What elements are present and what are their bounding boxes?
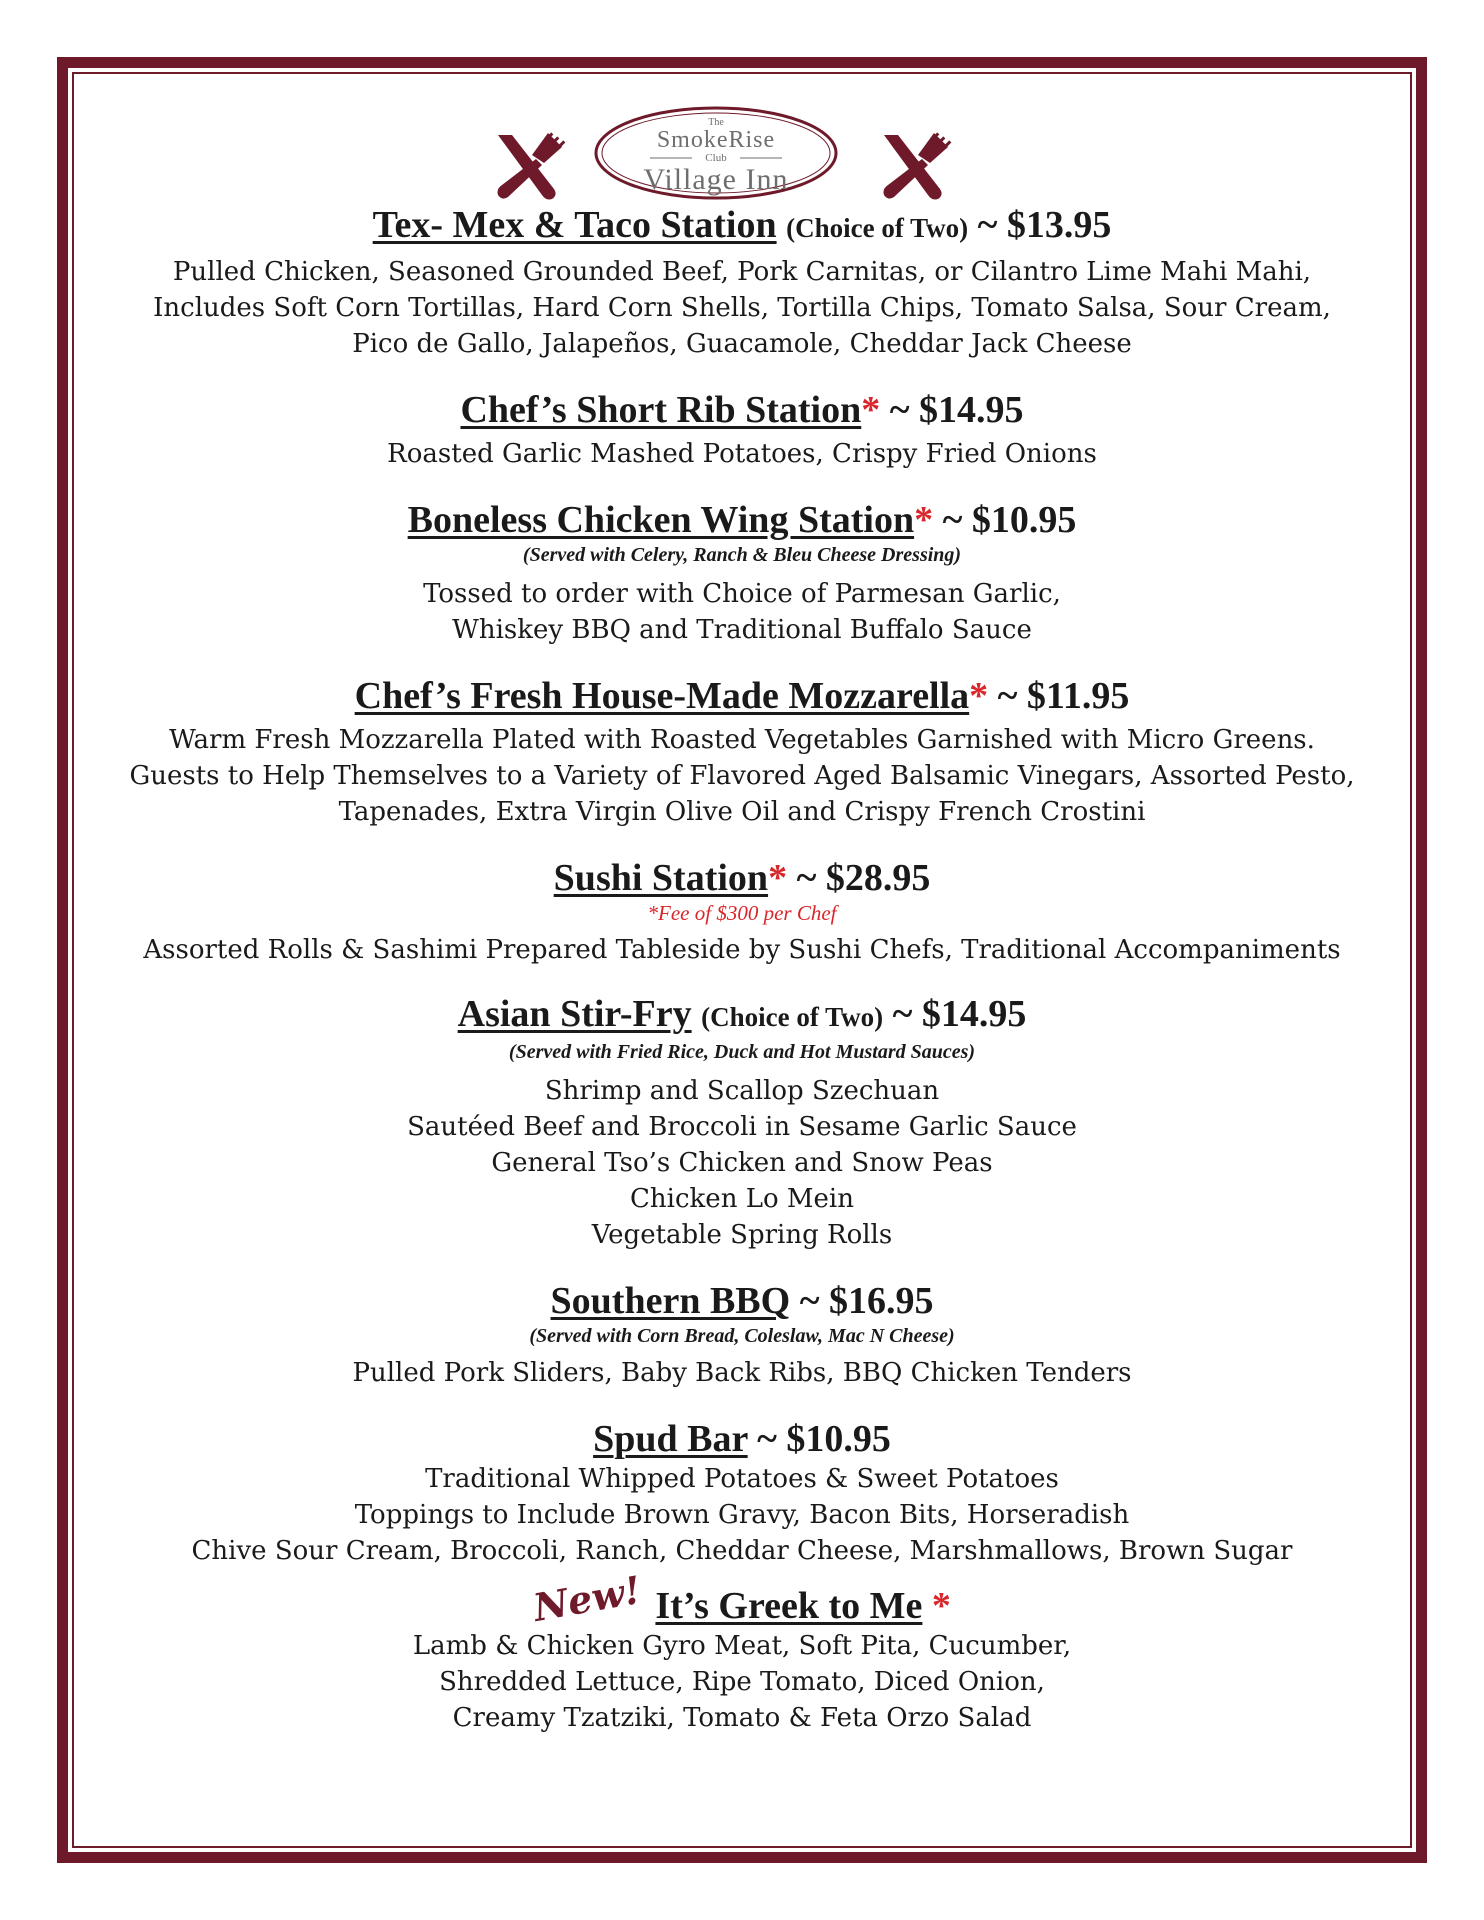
description-line: Pico de Gallo, Jalapeños, Guacamole, Cheddar Jack Cheese <box>352 329 1132 359</box>
section-description <box>80 254 1404 362</box>
section-price: ~ $14.95 <box>892 993 1027 1035</box>
section-title <box>80 388 1404 432</box>
section-name: Chef’s Fresh House-Made Mozzarella <box>354 675 970 717</box>
section-note: (Served with Fried Rice, Duck and Hot Mustard Sauces) <box>508 1041 976 1063</box>
section-choice: (Choice of Two) <box>786 213 969 243</box>
section-description <box>80 1628 1404 1736</box>
description-line: Chive Sour Cream, Broccoli, Ranch, Cheddar Cheese, Marshmallows, Brown Sugar <box>191 1536 1293 1566</box>
menu-section-mozzarella <box>80 674 1404 830</box>
section-name: It’s Greek to Me <box>655 1585 923 1627</box>
description-line: Toppings to Include Brown Gravy, Bacon Bits, Horseradish <box>354 1500 1130 1530</box>
menu-content <box>80 95 1404 1835</box>
logo-text-club: Club <box>705 152 727 164</box>
new-badge: New! <box>529 1566 645 1631</box>
description-line: Shrimp and Scallop Szechuan <box>544 1076 940 1106</box>
description-line: Guests to Help Themselves to a Variety of Flavored Aged Balsamic Vinegars, Assorted Pesto, <box>129 761 1355 791</box>
asterisk-marker: * <box>914 499 934 541</box>
description-line: Creamy Tzatziki, Tomato & Feta Orzo Salad <box>452 1703 1032 1733</box>
description-line: Chicken Lo Mein <box>630 1184 854 1214</box>
menu-section-spud-bar <box>80 1417 1404 1569</box>
description-line: General Tso’s Chicken and Snow Peas <box>491 1148 993 1178</box>
section-price: ~ $28.95 <box>796 857 931 899</box>
fork-knife-icon <box>492 129 566 203</box>
menu-section-chicken-wings <box>80 498 1404 648</box>
section-description <box>80 436 1404 472</box>
menu-section-sushi <box>80 856 1404 968</box>
section-note: (Served with Celery, Ranch & Bleu Cheese Dressing) <box>522 544 962 566</box>
description-line: Sautéed Beef and Broccoli in Sesame Garlic Sauce <box>407 1112 1077 1142</box>
menu-section-greek <box>80 1566 1404 1736</box>
fork-knife-icon <box>878 129 952 203</box>
section-price: ~ $10.95 <box>757 1418 891 1460</box>
description-line: Includes Soft Corn Tortillas, Hard Corn Shells, Tortilla Chips, Tomato Salsa, Sour Cream, <box>153 293 1331 323</box>
menu-section-tex-mex <box>80 203 1404 362</box>
description-line: Tossed to order with Choice of Parmesan Garlic, <box>423 579 1061 609</box>
description-line: Vegetable Spring Rolls <box>591 1220 893 1250</box>
description-line: Assorted Rolls & Sashimi Prepared Tableside by Sushi Chefs, Traditional Accompaniments <box>143 935 1341 965</box>
description-line: Tapenades, Extra Virgin Olive Oil and Crispy French Crostini <box>338 797 1146 827</box>
section-choice: (Choice of Two) <box>701 1002 884 1032</box>
section-title <box>80 674 1404 718</box>
asterisk-marker: * <box>768 857 788 899</box>
section-title <box>80 1279 1404 1323</box>
section-price: ~ $13.95 <box>977 204 1112 246</box>
section-title <box>80 992 1404 1039</box>
section-description <box>80 722 1404 830</box>
section-description <box>80 932 1404 968</box>
section-description <box>80 1073 1404 1253</box>
section-price: ~ $14.95 <box>889 389 1024 431</box>
section-name: Boneless Chicken Wing Station <box>407 499 915 541</box>
description-line: Lamb & Chicken Gyro Meat, Soft Pita, Cucumber, <box>412 1631 1072 1661</box>
section-note: (Served with Corn Bread, Coleslaw, Mac N Cheese) <box>529 1325 955 1347</box>
menu-section-asian-stir-fry <box>80 992 1404 1253</box>
description-line: Pulled Chicken, Seasoned Grounded Beef, Pork Carnitas, or Cilantro Lime Mahi Mahi, <box>172 257 1312 287</box>
description-line: Traditional Whipped Potatoes & Sweet Potatoes <box>425 1464 1059 1494</box>
section-fee-note: *Fee of $300 per Chef <box>647 901 837 925</box>
section-description <box>80 576 1404 648</box>
asterisk-marker: * <box>861 389 881 431</box>
section-price: ~ $10.95 <box>942 499 1077 541</box>
section-title <box>80 1566 1404 1631</box>
description-line: Whiskey BBQ and Traditional Buffalo Sauce <box>452 615 1032 645</box>
section-title <box>80 856 1404 900</box>
menu-section-short-rib <box>80 388 1404 472</box>
section-name: Sushi Station <box>553 857 769 899</box>
logo-text-smokerise: SmokeRise <box>656 127 776 153</box>
description-line: Pulled Pork Sliders, Baby Back Ribs, BBQ Chicken Tenders <box>352 1358 1132 1388</box>
section-title <box>80 1417 1404 1461</box>
section-price: ~ $16.95 <box>799 1280 934 1322</box>
section-price: ~ $11.95 <box>997 675 1130 717</box>
logo-text-the: The <box>708 117 724 128</box>
description-line: Warm Fresh Mozzarella Plated with Roasted Vegetables Garnished with Micro Greens. <box>169 725 1315 755</box>
section-name: Spud Bar <box>593 1418 748 1460</box>
description-line: Roasted Garlic Mashed Potatoes, Crispy Fried Onions <box>387 439 1097 469</box>
asterisk-marker: * <box>931 1585 951 1627</box>
logo-text-village-inn: Village Inn <box>643 163 789 196</box>
description-line: Shredded Lettuce, Ripe Tomato, Diced Onion, <box>439 1667 1045 1697</box>
asterisk-marker: * <box>969 675 989 717</box>
section-title <box>80 498 1404 542</box>
section-name: Southern BBQ <box>550 1280 791 1322</box>
section-description <box>80 1461 1404 1569</box>
menu-section-southern-bbq <box>80 1279 1404 1391</box>
section-name: Asian Stir-Fry <box>457 993 692 1035</box>
header-logo-row <box>80 95 1404 211</box>
section-name: Chef’s Short Rib Station <box>460 389 862 431</box>
section-description <box>80 1355 1404 1391</box>
smoke-rise-village-inn-logo <box>592 103 840 203</box>
section-name: Tex- Mex & Taco Station <box>372 204 777 246</box>
